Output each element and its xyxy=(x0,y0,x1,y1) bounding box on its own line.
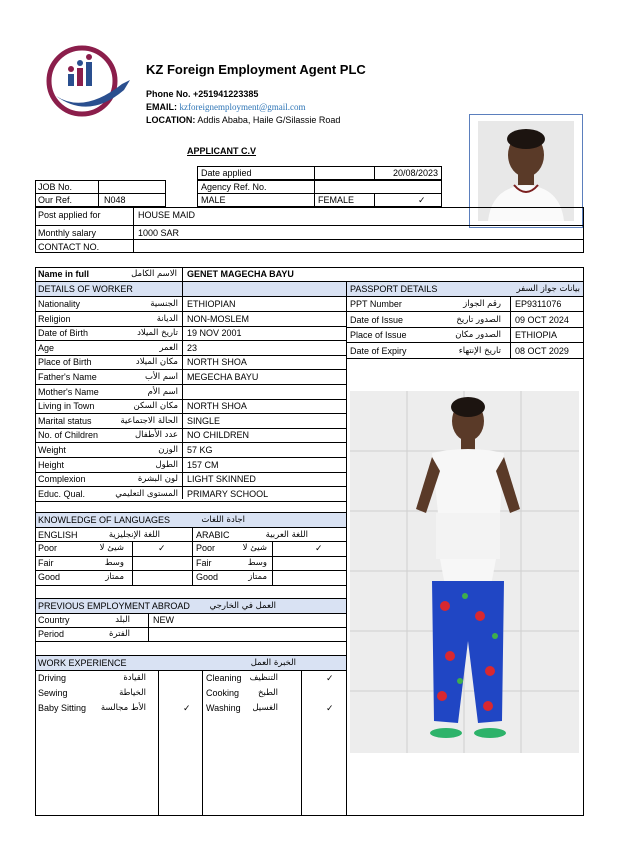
arabic-ar: اللغة العربية xyxy=(265,530,308,540)
phone-line xyxy=(146,88,258,100)
language-level-ar: وسط xyxy=(104,557,124,568)
country-label: Country xyxy=(38,615,70,625)
work-skill: Baby Sitting xyxy=(38,703,87,713)
language-level: Good xyxy=(38,572,61,583)
detail-label: Complexion xyxy=(38,474,86,485)
language-level-ar: شيئ لا xyxy=(99,543,124,553)
passport-label-ar: الصدور تاريخ xyxy=(456,314,501,325)
english-check: ✓ xyxy=(158,543,166,553)
email-link[interactable]: kzforeignemployment@gmail.com xyxy=(179,102,306,112)
our-ref-value: N048 xyxy=(104,195,126,205)
arabic-label: ARABIC xyxy=(196,530,230,540)
passport-header-ar: بيانات جواز السفر xyxy=(516,284,580,294)
passport-value: 09 OCT 2024 xyxy=(515,314,569,325)
post-value: HOUSE MAID xyxy=(138,210,196,220)
name-label-ar: الاسم الكامل xyxy=(131,269,177,279)
country-ar: البلد xyxy=(115,615,130,625)
location-label: LOCATION: xyxy=(146,115,196,125)
period-label: Period xyxy=(38,629,65,639)
date-applied-value: 20/08/2023 xyxy=(392,168,438,178)
detail-label: Nationality xyxy=(38,299,81,309)
language-level-ar: وسط xyxy=(247,557,267,568)
passport-label: PPT Number xyxy=(350,299,402,309)
languages-header-ar: اجادة اللغات xyxy=(201,515,245,525)
work-skill-ar: الأط مجالسة xyxy=(100,703,146,713)
detail-label-ar: عدد الأطفال xyxy=(134,430,178,441)
detail-label-ar: اسم الأب xyxy=(144,372,178,382)
country-value: NEW xyxy=(153,615,174,625)
location-line xyxy=(146,114,340,126)
passport-row-line xyxy=(346,311,584,312)
cv-title: APPLICANT C.V xyxy=(187,146,257,156)
company-logo xyxy=(44,44,134,118)
detail-value: LIGHT SKINNED xyxy=(187,474,256,485)
phone-value: +251941223385 xyxy=(193,89,259,99)
detail-label-ar: الجنسية xyxy=(150,299,178,309)
detail-label: Place of Birth xyxy=(38,357,92,368)
detail-label: Father's Name xyxy=(38,372,97,382)
language-level: Poor xyxy=(196,543,216,553)
post-label: Post applied for xyxy=(38,210,101,220)
passport-col-line xyxy=(510,296,511,358)
detail-label: Date of Birth xyxy=(38,328,89,339)
language-level: Good xyxy=(196,572,219,583)
detail-value: 23 xyxy=(187,342,198,353)
salary-label: Monthly salary xyxy=(38,228,97,238)
work-skill: Washing xyxy=(206,703,241,713)
female-label: FEMALE xyxy=(318,195,355,205)
male-label: MALE xyxy=(201,195,226,205)
period-ar: الفترة xyxy=(109,629,130,639)
detail-col-line xyxy=(182,281,183,499)
our-ref-label: Our Ref. xyxy=(38,195,73,205)
passport-label: Date of Expiry xyxy=(350,345,407,356)
name-label: Name in full xyxy=(38,269,90,279)
work-skill-ar: التنظيف xyxy=(249,673,278,683)
passport-row-line xyxy=(346,327,584,328)
passport-value: ETHIOPIA xyxy=(515,330,558,340)
detail-label-ar: اسم الأم xyxy=(147,386,178,397)
language-level-ar: ممتاز xyxy=(105,572,124,583)
work-skill: Sewing xyxy=(38,688,68,698)
work-check: ✓ xyxy=(326,673,334,683)
detail-label: Weight xyxy=(38,445,66,455)
phone-label: Phone No. xyxy=(146,89,191,99)
detail-label-ar: الحالة الاجتماعية xyxy=(120,415,178,426)
work-check: ✓ xyxy=(326,703,334,713)
languages-header-label: KNOWLEDGE OF LANGUAGES xyxy=(38,515,171,525)
detail-label-ar: مكان السكن xyxy=(133,401,178,412)
detail-label-ar: تاريخ الميلاد xyxy=(137,328,178,339)
english-ar: اللغة الإنجليزية xyxy=(108,530,160,540)
english-label: ENGLISH xyxy=(38,530,78,540)
work-skill-ar: الغسيل xyxy=(252,703,278,713)
detail-label: Marital status xyxy=(38,415,92,426)
detail-label-ar: الديانة xyxy=(156,313,178,324)
detail-value: NORTH SHOA xyxy=(187,401,247,412)
detail-label-ar: لون البشرة xyxy=(137,474,178,485)
detail-value: NORTH SHOA xyxy=(187,357,247,368)
work-skill: Cleaning xyxy=(206,673,242,683)
passport-value: EP9311076 xyxy=(515,299,562,309)
work-header-ar: الخبرة العمل xyxy=(250,658,296,668)
passport-value: 08 OCT 2029 xyxy=(515,345,569,356)
detail-label: Mother's Name xyxy=(38,386,99,397)
passport-header-label: PASSPORT DETAILS xyxy=(350,284,438,294)
detail-label: No. of Children xyxy=(38,430,99,441)
company-name: KZ Foreign Employment Agent PLC xyxy=(146,62,366,77)
work-header-label: WORK EXPERIENCE xyxy=(38,658,127,668)
detail-value: 57 KG xyxy=(187,445,213,455)
language-level: Fair xyxy=(196,557,212,568)
passport-label: Date of Issue xyxy=(350,314,404,325)
detail-label-ar: مكان الميلاد xyxy=(135,357,178,368)
previous-header-label: PREVIOUS EMPLOYMENT ABROAD xyxy=(38,601,190,611)
detail-label-ar: الوزن xyxy=(158,445,178,455)
detail-value: NO CHILDREN xyxy=(187,430,250,441)
detail-label: Living in Town xyxy=(38,401,95,412)
detail-label: Age xyxy=(38,342,55,353)
passport-label-ar: تاريخ الإنتهاء xyxy=(458,345,501,356)
detail-value: PRIMARY SCHOOL xyxy=(187,488,269,499)
email-line xyxy=(146,101,306,113)
detail-label: Educ. Qual. xyxy=(38,488,86,499)
previous-header-ar: العمل في الخارجي xyxy=(209,601,276,611)
detail-label: Height xyxy=(38,459,65,470)
arabic-check: ✓ xyxy=(315,543,323,553)
passport-label-ar: رقم الجواز xyxy=(463,299,501,309)
salary-value: 1000 SAR xyxy=(138,228,180,238)
passport-label: Place of Issue xyxy=(350,330,407,340)
work-skill: Cooking xyxy=(206,688,240,698)
detail-label-ar: المستوى التعليمي xyxy=(115,488,178,499)
details-header-label: DETAILS OF WORKER xyxy=(38,284,133,294)
detail-value: 157 CM xyxy=(187,459,219,470)
detail-value: 19 NOV 2001 xyxy=(187,328,242,339)
passport-label-ar: الصدور مكان xyxy=(455,330,501,340)
email-label: EMAIL: xyxy=(146,102,177,112)
language-level: Poor xyxy=(38,543,58,553)
detail-label: Religion xyxy=(38,313,71,324)
language-level-ar: ممتاز xyxy=(248,572,267,583)
passport-row-line xyxy=(346,342,584,343)
work-skill-ar: الطبخ xyxy=(258,688,278,698)
work-skill-ar: الخياطة xyxy=(119,688,146,698)
work-skill: Driving xyxy=(38,673,67,683)
female-check: ✓ xyxy=(418,195,426,205)
detail-value: MEGECHA BAYU xyxy=(187,372,259,382)
detail-value: SINGLE xyxy=(187,415,221,426)
detail-label-ar: العمر xyxy=(159,342,178,353)
work-check: ✓ xyxy=(183,703,191,713)
detail-value: NON-MOSLEM xyxy=(187,313,250,324)
detail-value: ETHIOPIAN xyxy=(187,299,236,309)
language-level: Fair xyxy=(38,557,54,568)
date-applied-label: Date applied xyxy=(201,168,252,178)
job-no-label: JOB No. xyxy=(38,182,73,192)
agency-ref-label: Agency Ref. No. xyxy=(201,182,267,192)
work-skill-ar: القيادة xyxy=(123,673,146,683)
detail-row-line xyxy=(35,501,346,502)
detail-label-ar: الطول xyxy=(155,459,178,470)
contact-label: CONTACT NO. xyxy=(38,242,100,252)
passport-row-line xyxy=(346,358,584,359)
applicant-photo-full xyxy=(350,391,579,753)
name-value: GENET MAGECHA BAYU xyxy=(187,269,294,279)
location-value: Addis Ababa, Haile G/Silassie Road xyxy=(197,115,341,125)
language-level-ar: شيئ لا xyxy=(242,543,267,553)
